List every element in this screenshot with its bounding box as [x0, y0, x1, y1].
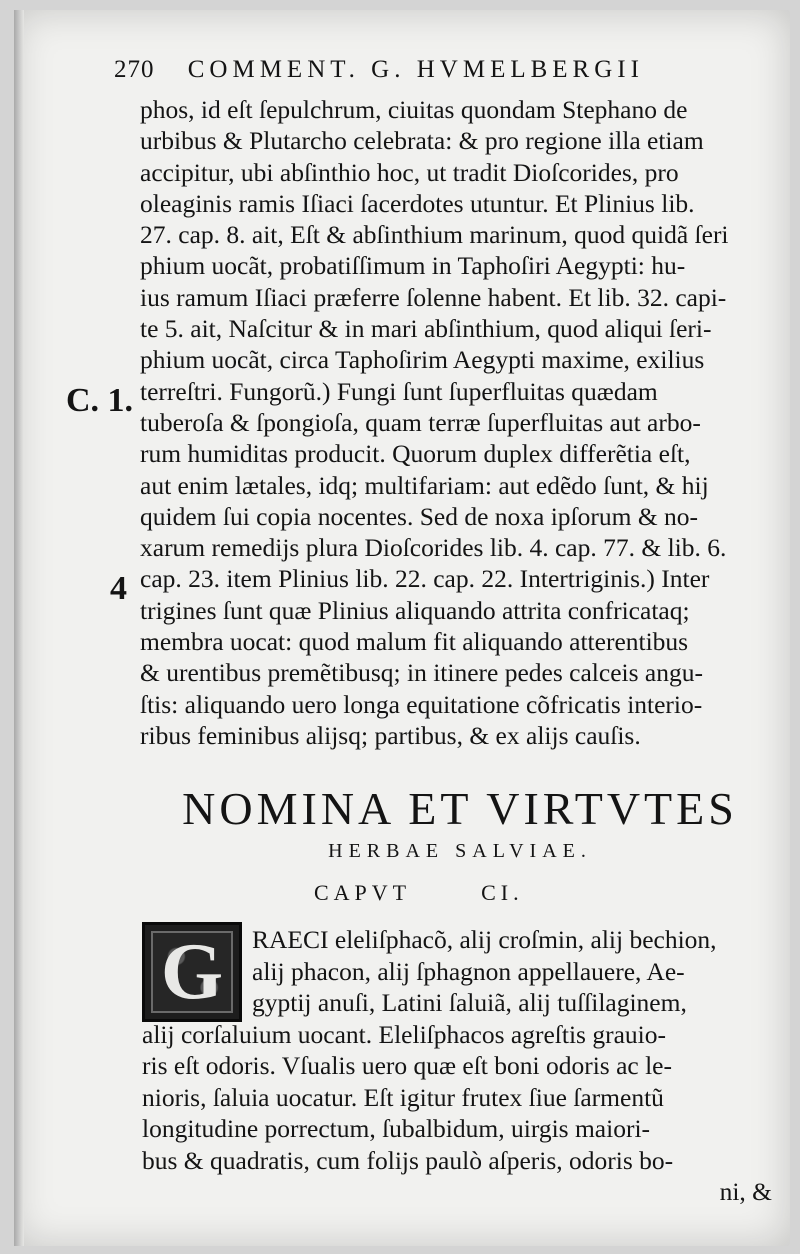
- caput-label: CAPVT: [314, 880, 412, 905]
- text-line: phos, id eſt ſepulchrum, ciuitas quondam Stephano de: [140, 95, 688, 124]
- text-line: ius ramum Iſiaci præferre ſolenne habent. Et lib. 32. capi-: [140, 282, 727, 312]
- caput-number: CI.: [481, 880, 524, 905]
- text-line: ni, &: [719, 1177, 772, 1206]
- text-line: phium uocãt, probatiſſimum in Taphoſiri Aegypti: hu-: [140, 251, 686, 281]
- text-line: urbibus & Plutarcho celebrata: & pro regione illa etiam: [140, 126, 704, 156]
- chapter-text: [142, 924, 782, 1208]
- text-line: & urentibus premẽtibusq; in itinere pedes calceis angu-: [140, 658, 703, 688]
- text-line: RAECI eleliſphacõ, alij croſmin, alij bechion,: [252, 925, 717, 954]
- text-line: cap. 23. item Plinius lib. 22. cap. 22. Intertriginis.) Inter: [140, 564, 710, 594]
- text-line: tuberoſa & ſpongioſa, quam terræ ſuperfluitas aut arbo-: [140, 407, 701, 437]
- page-number: 270: [114, 56, 155, 83]
- text-line: ris eſt odoris. Vſualis uero quæ eſt boni odoris ac le-: [142, 1051, 672, 1080]
- text-line: oleaginis ramis Iſiaci ſacerdotes utuntur. Et Plinius lib.: [140, 188, 695, 218]
- commentary-text: [140, 94, 780, 751]
- text-line: xarum remedijs plura Dioſcorides lib. 4. cap. 77. & lib. 6.: [140, 533, 727, 563]
- text-line: quidem ſui copia nocentes. Sed de noxa ipſorum & no-: [140, 501, 699, 531]
- text-line: gyptij anuſi, Latini ſaluiã, alij tuſſilaginem,: [252, 988, 687, 1017]
- book-page: [14, 10, 790, 1246]
- text-line: rum humiditas producit. Quorum duplex differẽtia eſt,: [140, 439, 691, 469]
- text-line: te 5. ait, Naſcitur & in mari abſinthium, quod aliqui ſeri-: [140, 314, 712, 344]
- initial-letter: G: [160, 928, 224, 1016]
- running-title: COMMENT. G. HVMELBERGII: [187, 56, 644, 83]
- text-line: nioris, ſaluia uocatur. Eſt igitur frutex ſiue ſarmentũ: [142, 1082, 664, 1112]
- text-line: phium uocãt, circa Taphoſirim Aegypti maxime, exilius: [140, 345, 705, 375]
- text-line: alij corſaluium uocant. Eleliſphacos agreſtis grauio-: [142, 1019, 666, 1049]
- text-line: longitudine porrectum, ſubalbidum, uirgis maiori-: [142, 1114, 651, 1143]
- chapter-subtitle: HERBAE SALVIAE.: [328, 840, 592, 862]
- text-line: bus & quadratis, cum folijs paulò aſperis, odoris bo-: [142, 1145, 674, 1175]
- text-line: aut enim lætales, idq; multifariam: aut edẽdo ſunt, & hij: [140, 470, 709, 500]
- page-gutter-shadow: [14, 10, 24, 1246]
- text-line: trigines ſunt quæ Plinius aliquando attrita confricataq;: [140, 595, 690, 625]
- margin-note-4: 4: [110, 570, 127, 607]
- caput-heading: [314, 880, 634, 906]
- text-line: ribus feminibus alijsq; partibus, & ex alijs cauſis.: [140, 720, 641, 750]
- text-line: ſtis: aliquando uero longa equitatione cõfricatis interio-: [140, 689, 703, 719]
- margin-note-c1: C. 1.: [66, 382, 134, 419]
- text-line: alij phacon, alij ſphagnon appellauere, Ae-: [252, 956, 685, 986]
- text-line: terreſtri. Fungorũ.) Fungi ſunt ſuperfluitas quædam: [140, 376, 658, 406]
- running-header: [114, 56, 714, 84]
- text-line: membra uocat: quod malum fit aliquando atterentibus: [140, 627, 689, 657]
- text-line: 27. cap. 8. ait, Eſt & abſinthium marinum, quod quidã ſeri: [140, 220, 729, 250]
- chapter-title: NOMINA ET VIRTVTES: [182, 783, 738, 834]
- text-line: accipitur, ubi abſinthio hoc, ut tradit Dioſcorides, pro: [140, 157, 679, 187]
